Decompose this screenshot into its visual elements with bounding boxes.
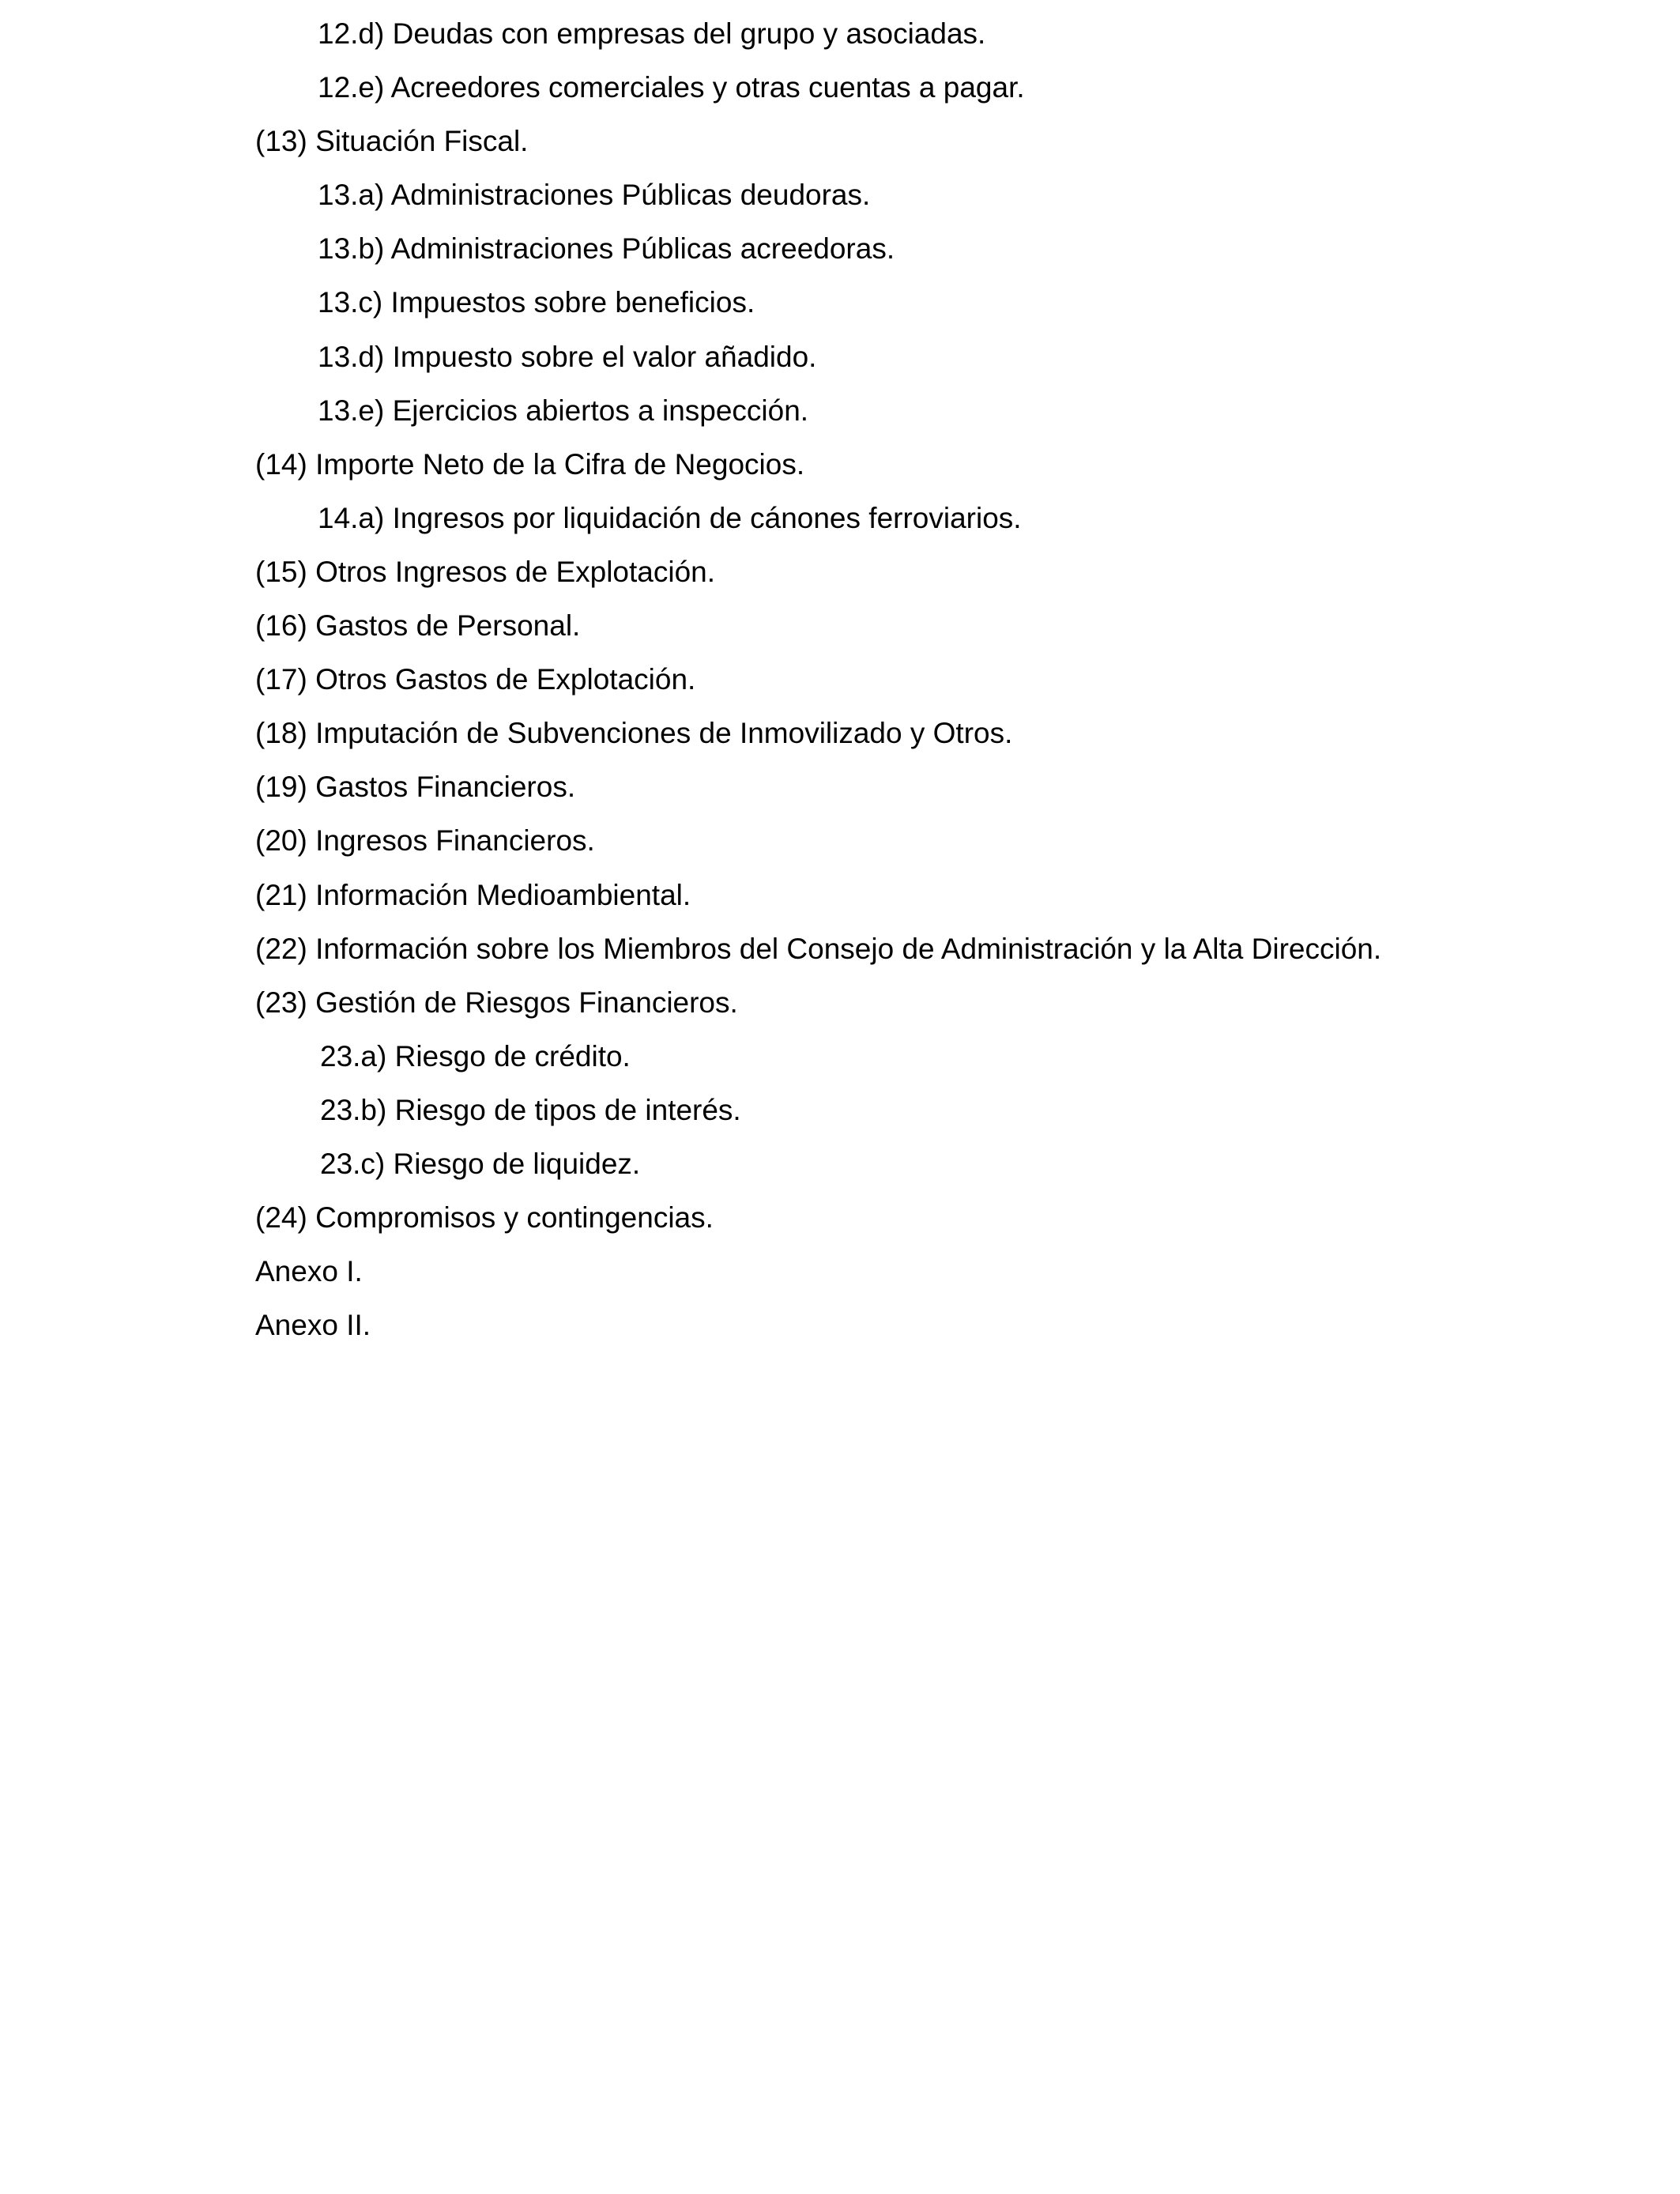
toc-subentry-13b: 13.b) Administraciones Públicas acreedoras. (318, 232, 895, 266)
toc-subentry-13d: 13.d) Impuesto sobre el valor añadido. (318, 340, 817, 373)
toc-subentry-12d: 12.d) Deudas con empresas del grupo y asociadas. (318, 17, 986, 50)
toc-entry-22: (22) Información sobre los Miembros del Consejo de Administración y la Alta Dirección. (255, 932, 1382, 965)
toc-subentry-12e: 12.e) Acreedores comerciales y otras cuentas a pagar. (318, 71, 1025, 104)
toc-subentry-13e: 13.e) Ejercicios abiertos a inspección. (318, 394, 809, 427)
table-of-contents (0, 11, 1680, 1356)
toc-subentry-13a: 13.a) Administraciones Públicas deudoras. (318, 179, 871, 212)
toc-annex-2: Anexo II. (255, 1309, 371, 1342)
toc-entry-16: (16) Gastos de Personal. (255, 609, 581, 643)
toc-subentry-23b: 23.b) Riesgo de tipos de interés. (320, 1093, 741, 1126)
toc-entry-20: (20) Ingresos Financieros. (255, 824, 595, 858)
toc-subentry-23a: 23.a) Riesgo de crédito. (320, 1039, 631, 1072)
toc-entry-21: (21) Información Medioambiental. (255, 878, 691, 911)
toc-subentry-14a: 14.a) Ingresos por liquidación de cánones ferroviarios. (318, 501, 1022, 534)
toc-entry-23: (23) Gestión de Riesgos Financieros. (255, 986, 738, 1019)
toc-entry-17: (17) Otros Gastos de Explotación. (255, 663, 696, 696)
toc-entry-13: (13) Situación Fiscal. (255, 125, 529, 158)
toc-entry-19: (19) Gastos Financieros. (255, 771, 576, 804)
toc-annex-1: Anexo I. (255, 1255, 363, 1288)
toc-entry-14: (14) Importe Neto de la Cifra de Negocios. (255, 447, 805, 481)
toc-entry-15: (15) Otros Ingresos de Explotación. (255, 555, 716, 588)
toc-entry-18: (18) Imputación de Subvenciones de Inmovilizado y Otros. (255, 717, 1013, 750)
toc-entry-24: (24) Compromisos y contingencias. (255, 1201, 714, 1235)
toc-subentry-13c: 13.c) Impuestos sobre beneficios. (318, 286, 755, 319)
toc-subentry-23c: 23.c) Riesgo de liquidez. (320, 1147, 641, 1180)
